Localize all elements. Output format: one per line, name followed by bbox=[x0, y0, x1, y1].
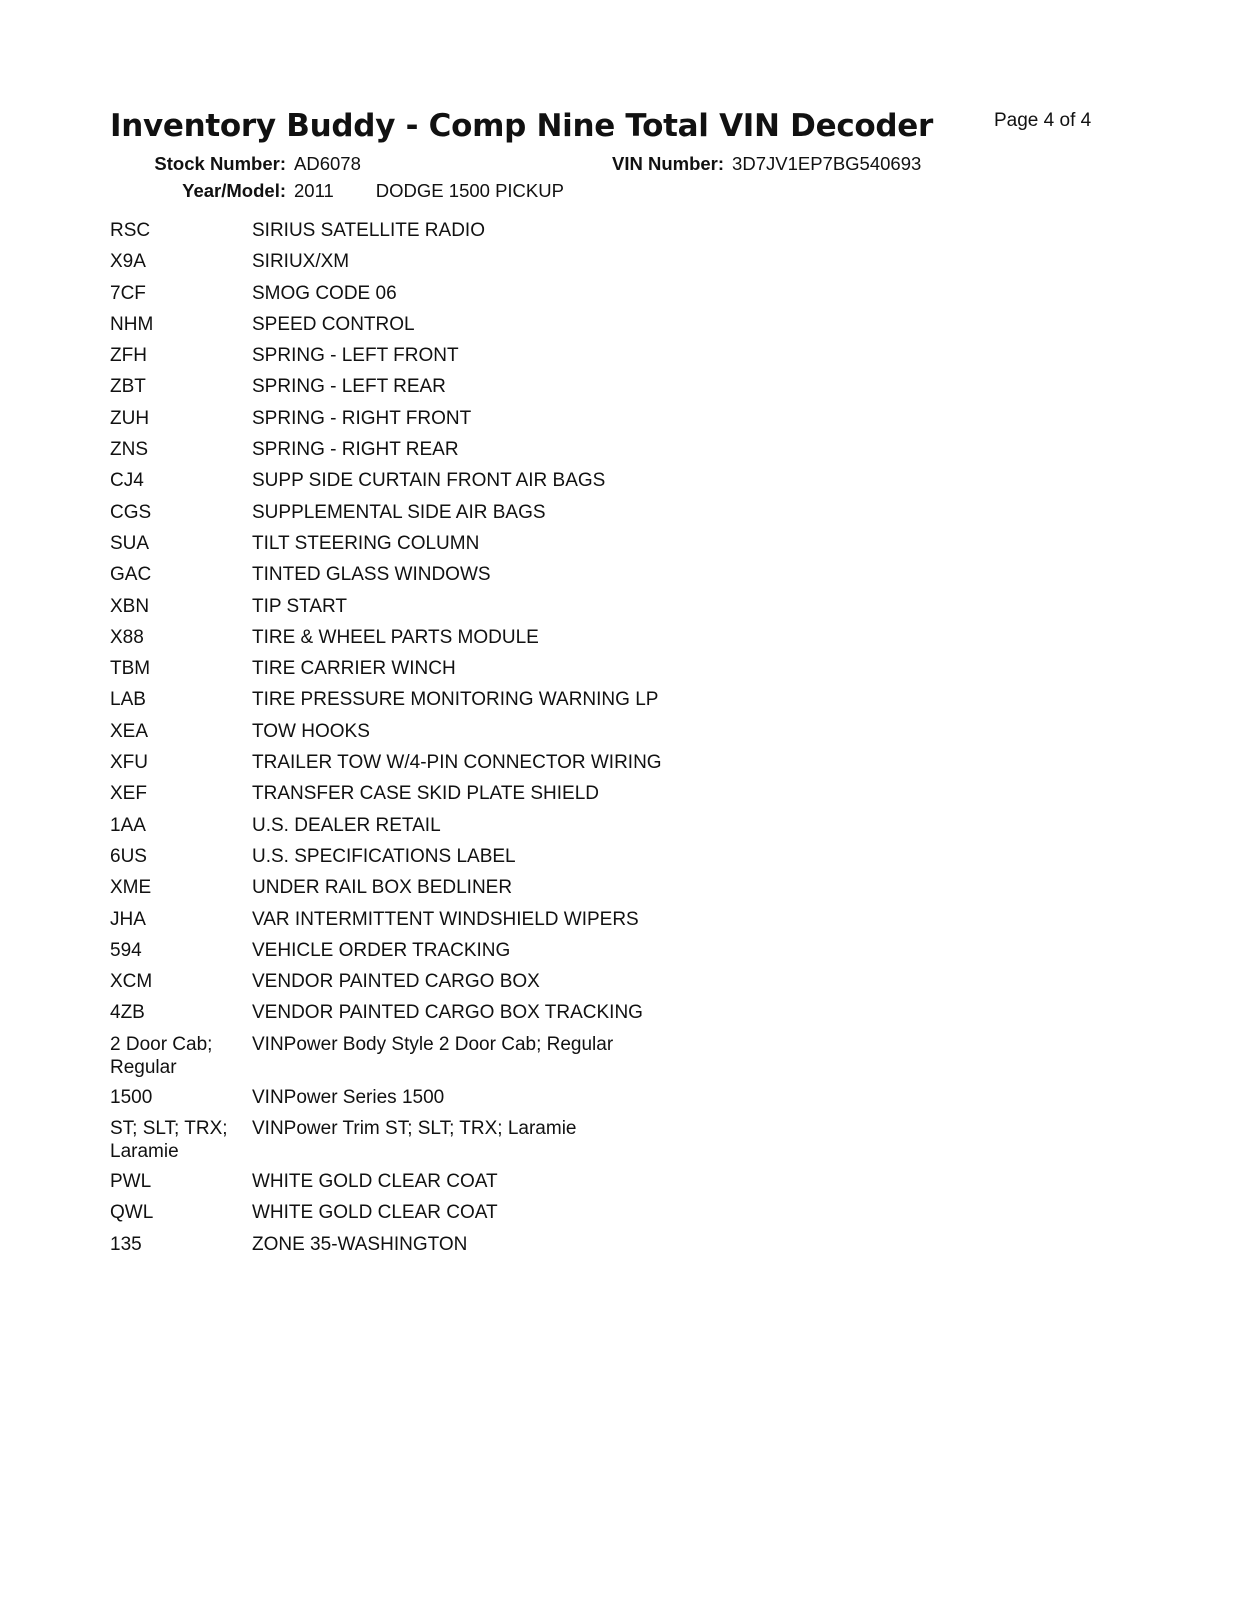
option-description: TIRE CARRIER WINCH bbox=[252, 658, 456, 680]
option-code: 4ZB bbox=[110, 1002, 145, 1024]
option-code: 1AA bbox=[110, 814, 146, 836]
option-description: VEHICLE ORDER TRACKING bbox=[252, 939, 511, 961]
option-code: XME bbox=[110, 877, 152, 899]
option-code-list bbox=[110, 217, 810, 1262]
option-code: JHA bbox=[110, 908, 146, 930]
option-code-line-2: Regular bbox=[110, 1056, 177, 1078]
code-row bbox=[110, 1231, 810, 1262]
option-code-line-1: ST; SLT; TRX; bbox=[110, 1118, 228, 1140]
option-description: SPRING - RIGHT REAR bbox=[252, 439, 459, 461]
code-row bbox=[110, 812, 810, 843]
option-code: LAB bbox=[110, 689, 146, 711]
option-code: QWL bbox=[110, 1202, 154, 1224]
option-code: XEA bbox=[110, 720, 149, 742]
option-description: TIRE PRESSURE MONITORING WARNING LP bbox=[252, 689, 659, 711]
code-row bbox=[110, 280, 810, 311]
code-row bbox=[110, 624, 810, 655]
code-row bbox=[110, 248, 810, 279]
vin-number-value: 3D7JV1EP7BG540693 bbox=[732, 153, 922, 174]
option-code: NHM bbox=[110, 313, 154, 335]
code-row bbox=[110, 593, 810, 624]
option-code: SUA bbox=[110, 532, 150, 554]
option-code: XEF bbox=[110, 783, 147, 805]
option-description: SMOG CODE 06 bbox=[252, 282, 397, 304]
option-code: 1500 bbox=[110, 1086, 153, 1108]
code-row bbox=[110, 1084, 810, 1115]
code-row bbox=[110, 561, 810, 592]
option-code: XFU bbox=[110, 752, 148, 774]
option-code: RSC bbox=[110, 220, 151, 241]
code-row bbox=[110, 1168, 810, 1199]
option-code: XBN bbox=[110, 595, 150, 617]
option-code: 7CF bbox=[110, 282, 146, 304]
stock-number-row bbox=[110, 153, 361, 175]
option-code: TBM bbox=[110, 658, 151, 680]
code-row bbox=[110, 655, 810, 686]
option-code: ZBT bbox=[110, 376, 146, 398]
stock-number-value: AD6078 bbox=[294, 153, 361, 174]
model-value: DODGE 1500 PICKUP bbox=[375, 180, 564, 201]
option-description: SPRING - RIGHT FRONT bbox=[252, 407, 472, 429]
option-code: ZFH bbox=[110, 345, 147, 367]
code-row bbox=[110, 780, 810, 811]
option-code bbox=[110, 1115, 252, 1168]
option-description: SUPP SIDE CURTAIN FRONT AIR BAGS bbox=[252, 470, 606, 492]
option-code-line-1: 2 Door Cab; bbox=[110, 1033, 213, 1055]
option-description: TRANSFER CASE SKID PLATE SHIELD bbox=[252, 783, 600, 805]
code-row bbox=[110, 1115, 810, 1168]
code-row bbox=[110, 530, 810, 561]
option-description: VINPower Trim ST; SLT; TRX; Laramie bbox=[252, 1118, 577, 1140]
code-row bbox=[110, 843, 810, 874]
option-description: SPRING - LEFT REAR bbox=[252, 376, 446, 398]
option-code: CJ4 bbox=[110, 470, 144, 492]
option-description: SPEED CONTROL bbox=[252, 313, 415, 335]
code-row bbox=[110, 749, 810, 780]
code-row bbox=[110, 217, 810, 248]
code-row bbox=[110, 436, 810, 467]
option-description: TRAILER TOW W/4-PIN CONNECTOR WIRING bbox=[252, 752, 662, 774]
code-row bbox=[110, 718, 810, 749]
option-code: ZNS bbox=[110, 439, 148, 461]
option-code: PWL bbox=[110, 1171, 152, 1193]
option-code: 135 bbox=[110, 1233, 142, 1255]
option-code: XCM bbox=[110, 971, 153, 993]
code-row bbox=[110, 968, 810, 999]
code-row bbox=[110, 999, 810, 1030]
option-description: U.S. SPECIFICATIONS LABEL bbox=[252, 845, 516, 867]
vin-number-label: VIN Number: bbox=[612, 153, 725, 174]
option-description: TINTED GLASS WINDOWS bbox=[252, 564, 491, 586]
code-row bbox=[110, 467, 810, 498]
option-description: ZONE 35-WASHINGTON bbox=[252, 1233, 468, 1255]
option-code: 594 bbox=[110, 939, 142, 961]
option-code: ZUH bbox=[110, 407, 150, 429]
page-number: Page 4 of 4 bbox=[994, 110, 1092, 131]
option-description: TIRE & WHEEL PARTS MODULE bbox=[252, 626, 539, 648]
option-description: TOW HOOKS bbox=[252, 720, 370, 742]
code-row bbox=[110, 1031, 810, 1084]
code-row bbox=[110, 686, 810, 717]
option-description: VENDOR PAINTED CARGO BOX TRACKING bbox=[252, 1002, 643, 1024]
report-title: Inventory Buddy - Comp Nine Total VIN Decoder bbox=[110, 108, 934, 144]
year-model-label: Year/Model: bbox=[182, 180, 286, 201]
stock-number-label: Stock Number: bbox=[154, 153, 286, 174]
option-description: U.S. DEALER RETAIL bbox=[252, 814, 441, 836]
option-description: SIRIUS SATELLITE RADIO bbox=[252, 220, 485, 241]
year-value: 2011 bbox=[294, 180, 334, 201]
option-description: WHITE GOLD CLEAR COAT bbox=[252, 1171, 498, 1193]
option-description: TILT STEERING COLUMN bbox=[252, 532, 480, 554]
code-row bbox=[110, 937, 810, 968]
option-description: VINPower Body Style 2 Door Cab; Regular bbox=[252, 1033, 614, 1055]
option-description: VENDOR PAINTED CARGO BOX bbox=[252, 971, 540, 993]
option-code-line-2: Laramie bbox=[110, 1141, 179, 1163]
option-code: X9A bbox=[110, 251, 146, 273]
option-description: SUPPLEMENTAL SIDE AIR BAGS bbox=[252, 501, 546, 523]
option-description: WHITE GOLD CLEAR COAT bbox=[252, 1202, 498, 1224]
option-code bbox=[110, 1031, 252, 1084]
code-row bbox=[110, 342, 810, 373]
option-description: VINPower Series 1500 bbox=[252, 1086, 445, 1108]
code-row bbox=[110, 311, 810, 342]
option-description: SPRING - LEFT FRONT bbox=[252, 345, 459, 367]
code-row bbox=[110, 906, 810, 937]
option-description: SIRIUX/XM bbox=[252, 251, 350, 273]
option-code: CGS bbox=[110, 501, 152, 523]
code-row bbox=[110, 499, 810, 530]
code-row bbox=[110, 1199, 810, 1230]
vin-number-row bbox=[612, 153, 921, 175]
option-description: TIP START bbox=[252, 595, 348, 617]
option-code: GAC bbox=[110, 564, 152, 586]
option-description: UNDER RAIL BOX BEDLINER bbox=[252, 877, 513, 899]
code-row bbox=[110, 373, 810, 404]
option-code: 6US bbox=[110, 845, 147, 867]
code-row bbox=[110, 874, 810, 905]
code-row bbox=[110, 405, 810, 436]
option-code: X88 bbox=[110, 626, 144, 648]
year-model-row bbox=[110, 180, 564, 202]
option-description: VAR INTERMITTENT WINDSHIELD WIPERS bbox=[252, 908, 639, 930]
